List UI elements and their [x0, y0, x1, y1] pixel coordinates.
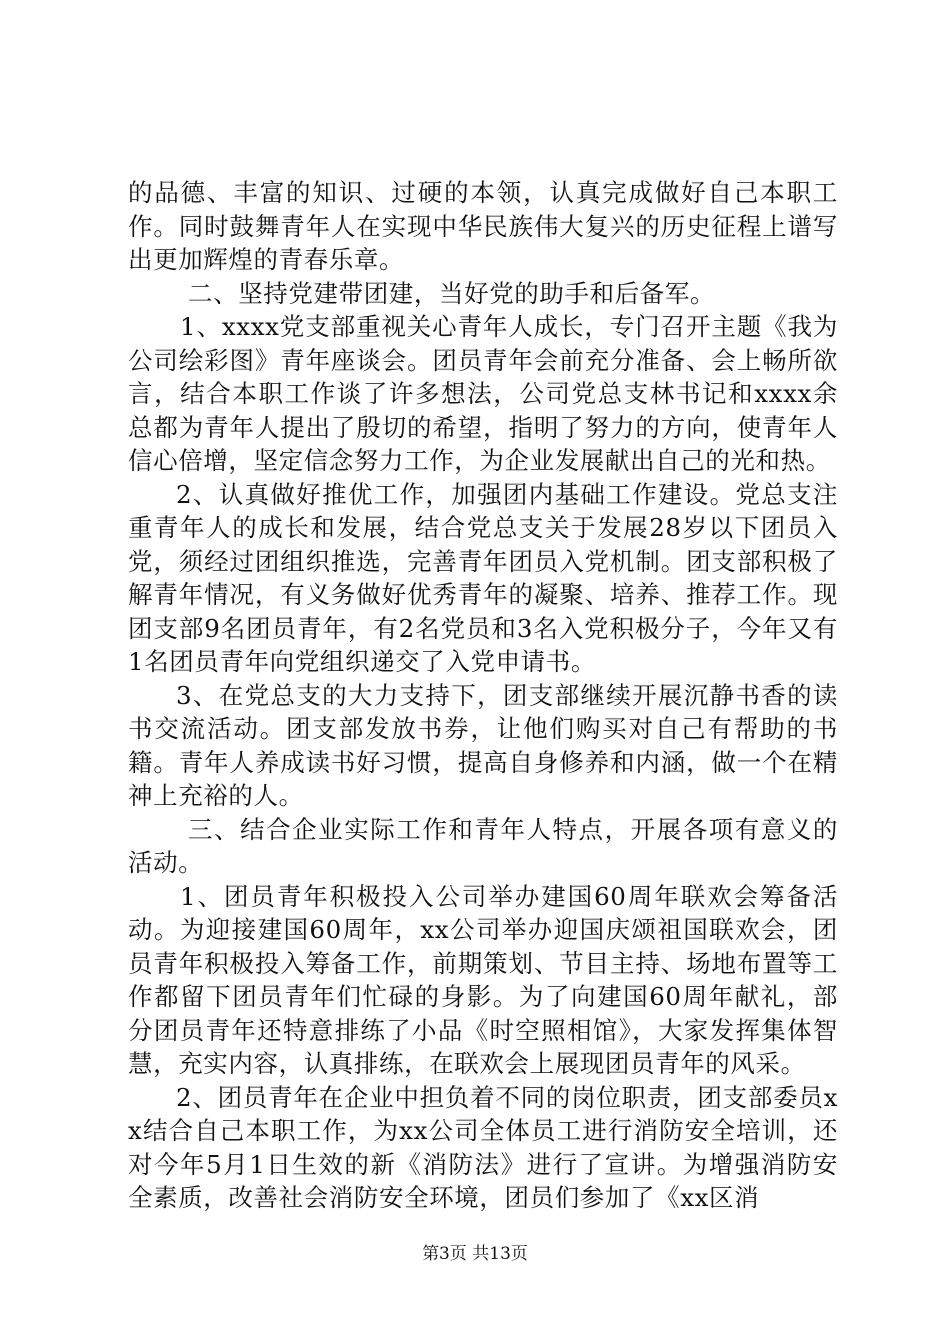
section-heading-2: 二、坚持党建带团建，当好党的助手和后备军。	[188, 278, 716, 308]
paragraph-3-1: 1、团员青年积极投入公司举办建国60周年联欢会筹备活动。为迎接建国60周年，xx公司举办迎国庆颂祖国联欢会，团员青年积极投入筹备工作，前期策划、节目主持、场地布置等工作都留下团员青年们忙碌的身影。为了向建国60周年献礼，部分团员青年还特意排练了小品《时空照相馆》，大家发挥集体智慧，充实内容，认真排练，在联欢会上展现团员青年的风采。	[128, 881, 838, 1078]
page-footer: 第3页 共13页	[422, 1244, 528, 1264]
paragraph-2-2: 2、认真做好推优工作，加强团内基础工作建设。党总支注重青年人的成长和发展，结合党总支关于发展28岁以下团员入党，须经过团组织推选，完善青年团员入党机制。团支部积极了解青年情况，有义务做好优秀青年的凝聚、培养、推荐工作。现团支部9名团员青年，有2名党员和3名入党积极分子，今年又有1名团员青年向党组织递交了入党申请书。	[128, 479, 838, 676]
section-heading-3: 三、结合企业实际工作和青年人特点，开展各项有意义的活动。	[128, 814, 838, 877]
paragraph-2-1: 1、xxxx党支部重视关心青年人成长，专门召开主题《我为公司绘彩图》青年座谈会。团员青年会前充分准备、会上畅所欲言，结合本职工作谈了许多想法，公司党总支林书记和xxxx余总都为青年人提出了殷切的希望，指明了努力的方向，使青年人信心倍增，坚定信念努力工作，为企业发展献出自己的光和热。	[128, 312, 838, 475]
document-body	[128, 176, 838, 1215]
paragraph-2-3: 3、在党总支的大力支持下，团支部继续开展沉静书香的读书交流活动。团支部发放书券，让他们购买对自己有帮助的书籍。青年人养成读书好习惯，提高自身修养和内涵，做一个在精神上充裕的人。	[128, 680, 838, 810]
paragraph-3-2: 2、团员青年在企业中担负着不同的岗位职责，团支部委员xx结合自己本职工作，为xx公司全体员工进行消防安全培训，还对今年5月1日生效的新《消防法》进行了宣讲。为增强消防安全素质，改善社会消防安全环境，团员们参加了《xx区消	[128, 1082, 838, 1212]
paragraph-continuation: 的品德、丰富的知识、过硬的本领，认真完成做好自己本职工作。同时鼓舞青年人在实现中华民族伟大复兴的历史征程上谱写出更加辉煌的青春乐章。	[128, 178, 838, 274]
